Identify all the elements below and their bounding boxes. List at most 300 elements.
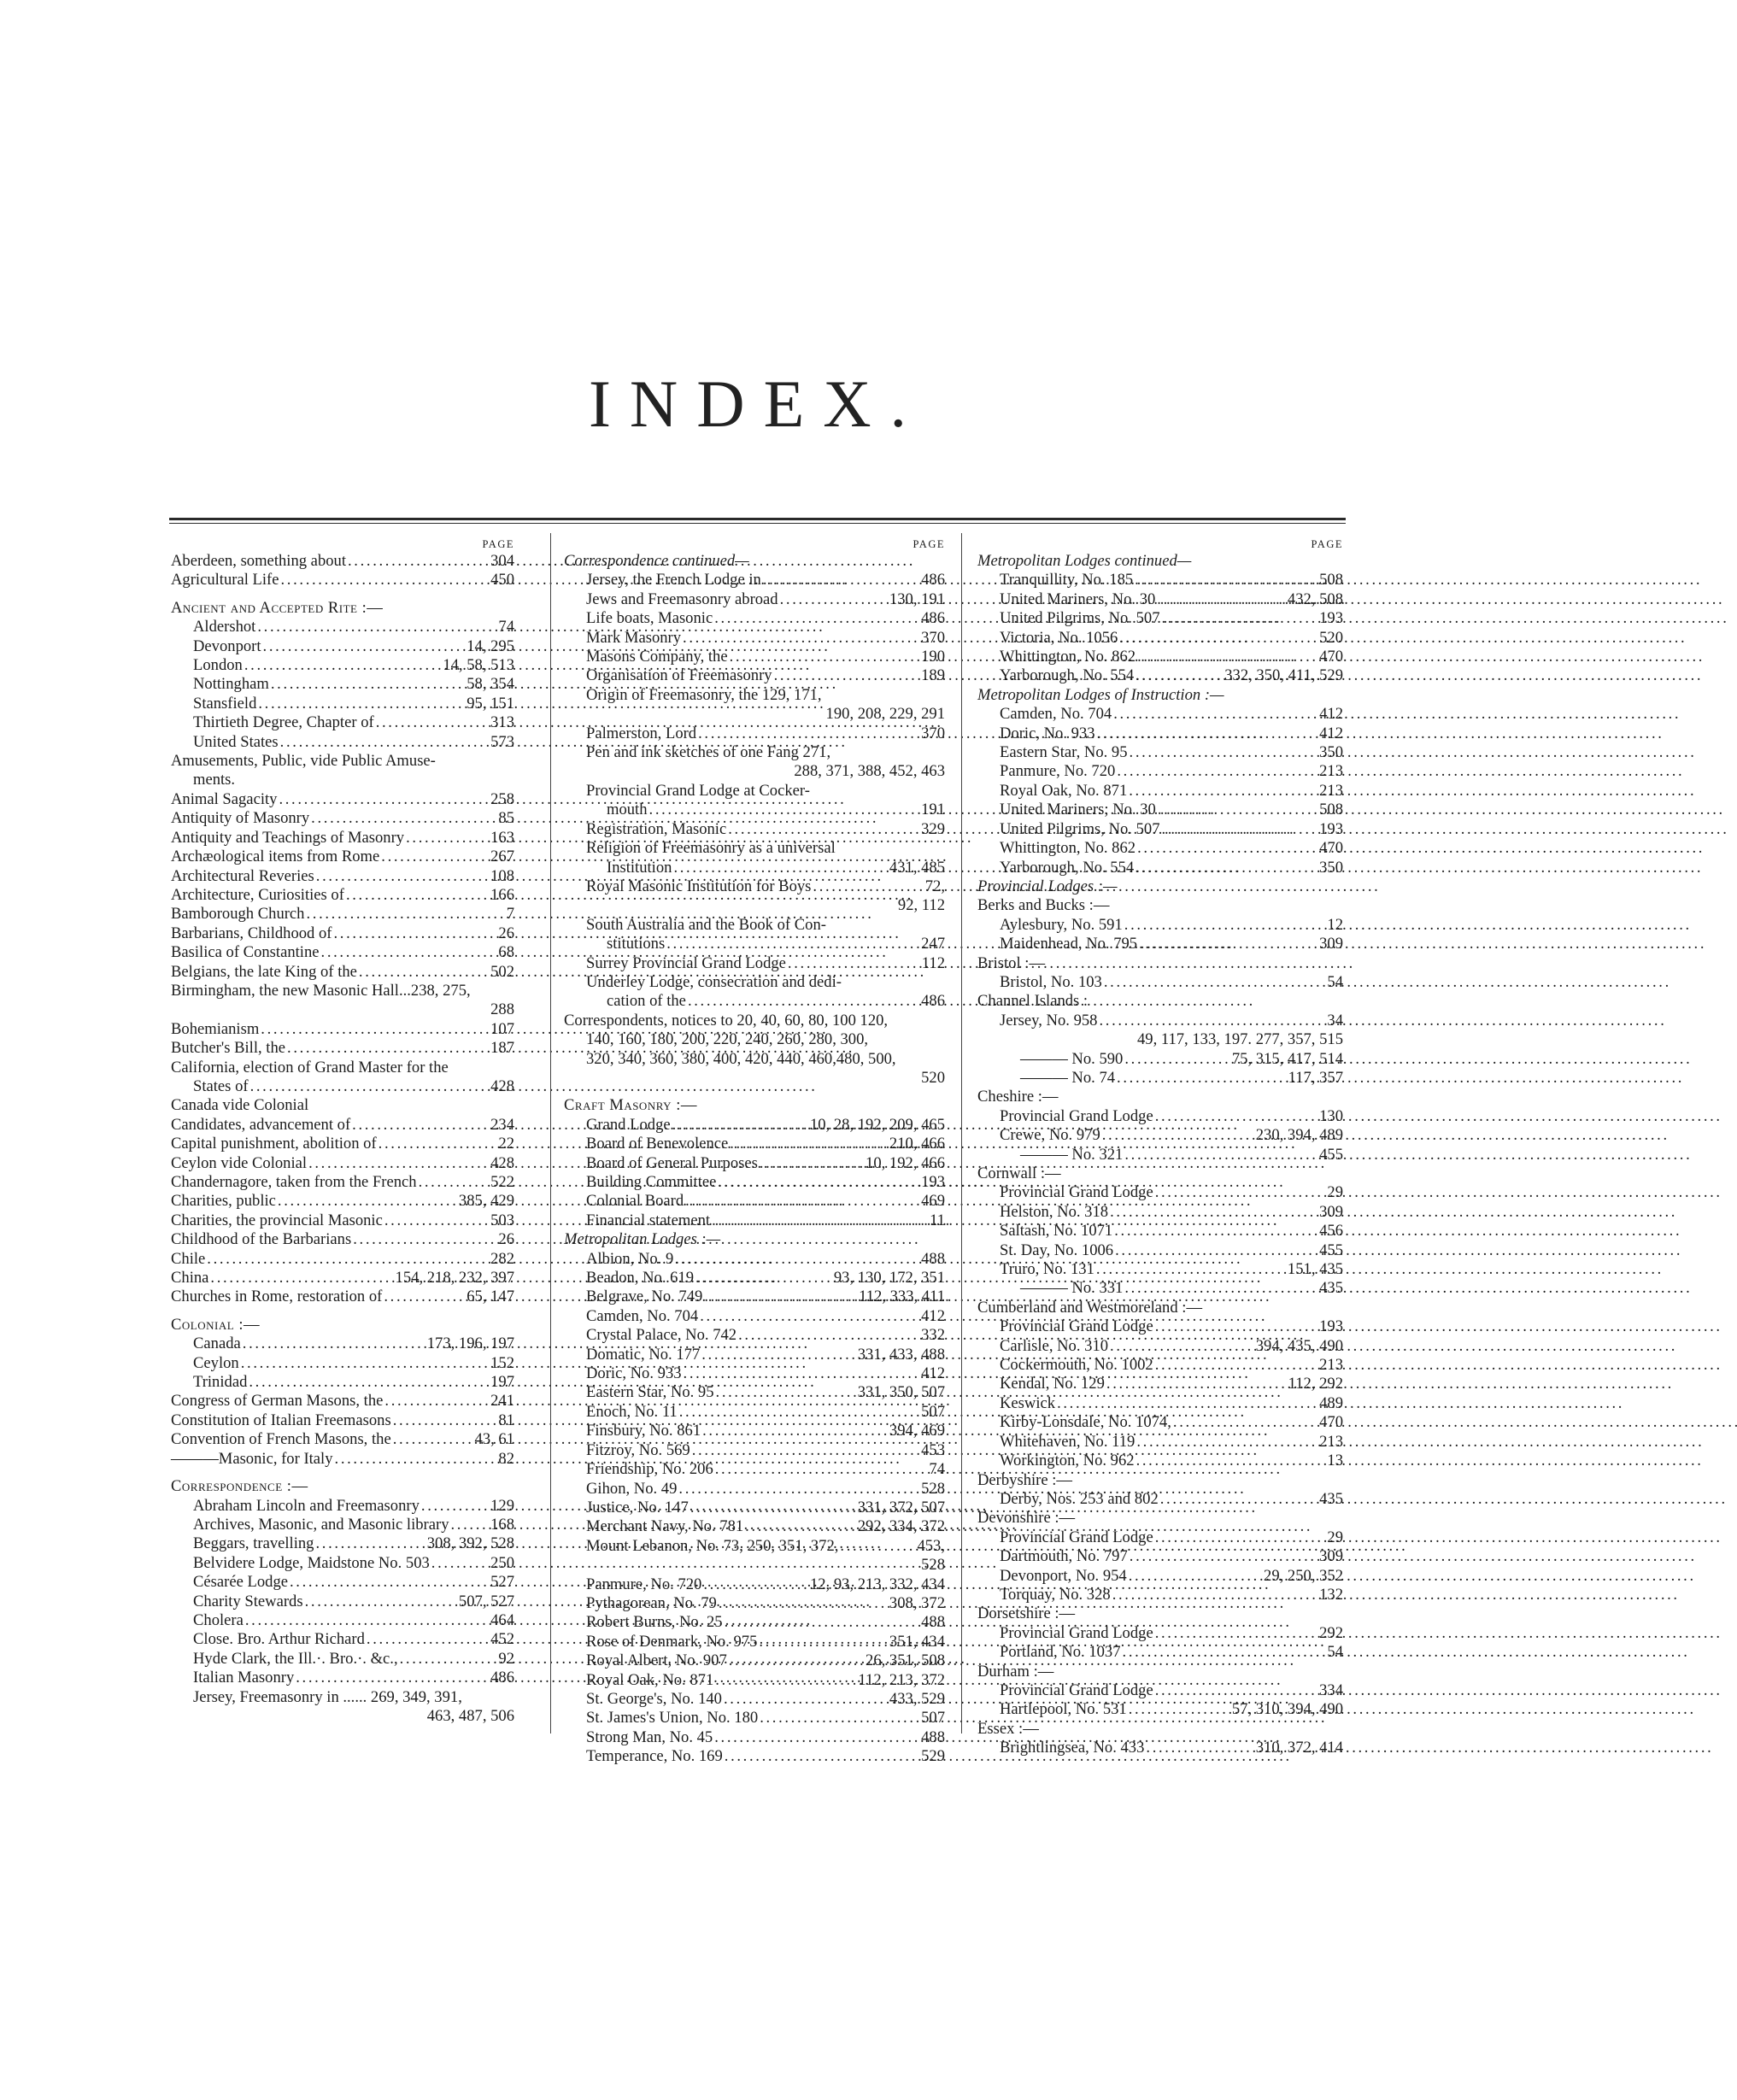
index-entry	[564, 724, 945, 743]
index-entry	[171, 618, 514, 636]
index-entry-title: Jersey, the French Lodge in	[586, 571, 761, 590]
dot-leader	[244, 656, 441, 675]
index-entry-title: Charity Stewards	[193, 1592, 303, 1610]
index-entry	[564, 1135, 945, 1153]
index-entry	[564, 935, 945, 953]
index-entry	[171, 1373, 514, 1392]
index-entry-pages: 29	[1327, 1528, 1343, 1546]
dot-leader	[684, 1364, 920, 1383]
index-entry-pages: 329	[921, 819, 945, 838]
index-entry	[977, 1681, 1343, 1700]
index-entry-title: ——— No. 331	[1020, 1279, 1124, 1298]
dot-leader	[400, 1650, 497, 1669]
index-entry-pages: 385, 429	[458, 1192, 514, 1211]
dot-leader	[305, 1593, 457, 1611]
index-entry	[564, 954, 945, 973]
index-entry	[171, 571, 514, 590]
index-entry-text: Cheshire :—	[977, 1088, 1059, 1106]
index-entry-text: 140, 160, 180, 200, 220, 240, 260, 280, 300,	[586, 1030, 869, 1049]
index-entry-title: Basilica of Constantine	[171, 943, 320, 962]
index-entry-title: Charities, the provincial Masonic	[171, 1211, 383, 1229]
index-entry-pages: 11	[930, 1211, 945, 1229]
index-entry-continuation: 49, 117, 133, 197. 277, 357, 515	[1136, 1030, 1343, 1049]
page-title: INDEX.	[588, 367, 926, 441]
index-entry	[564, 1690, 945, 1709]
index-entry-pages: 308, 372	[889, 1593, 945, 1612]
dot-leader	[421, 1497, 489, 1516]
dot-leader	[207, 1250, 489, 1269]
index-entry-pages: 464	[490, 1610, 514, 1629]
index-entry-pages: 230, 394, 489	[1255, 1126, 1343, 1145]
index-entry	[171, 637, 514, 656]
index-entry-title: Board of Benevolence	[586, 1135, 729, 1153]
index-entry	[171, 1650, 514, 1669]
dot-leader	[698, 724, 919, 743]
dot-leader	[384, 1288, 465, 1306]
dot-leader	[673, 859, 887, 877]
index-entry	[171, 1154, 514, 1173]
index-entry-title: Whitehaven, No. 119	[1000, 1432, 1136, 1451]
dot-leader	[379, 1135, 497, 1153]
index-entry	[977, 762, 1343, 781]
index-entry-title: Capital punishment, abolition of	[171, 1135, 377, 1153]
index-entry-title: Strong Man, No. 45	[586, 1728, 713, 1746]
index-entry-text: South Australia and the Book of Con-	[586, 915, 826, 934]
index-entry-title: Childhood of the Barbarians	[171, 1230, 352, 1249]
index-entry-pages: 57, 310, 394, 490	[1231, 1700, 1343, 1719]
index-entry	[977, 916, 1343, 935]
index-entry-pages: 453	[921, 1440, 945, 1459]
index-entry	[977, 1203, 1343, 1222]
index-section-heading: Colonial :—	[171, 1315, 261, 1334]
index-entry-pages: 197	[490, 1373, 514, 1392]
index-entry-continuation: 520	[921, 1068, 945, 1087]
index-column-2	[564, 533, 945, 1766]
index-entry-title: Victoria, No. 1056	[1000, 628, 1118, 647]
index-entry-pages: 470	[1319, 648, 1343, 666]
index-entry-pages: 309	[1319, 935, 1343, 953]
index-entry-pages: 522	[490, 1173, 514, 1191]
index-entry	[171, 713, 514, 732]
index-entry	[171, 1288, 514, 1306]
index-entry	[171, 1230, 514, 1249]
index-entry-text: Cumberland and Westmoreland :—	[977, 1298, 1203, 1317]
index-entry	[564, 1269, 945, 1288]
index-entry-pages: 189	[921, 666, 945, 685]
index-entry-pages: 173, 196, 197	[426, 1334, 514, 1353]
index-entry-title: United Mariners; No. 30	[1000, 801, 1156, 819]
index-entry-title: China	[171, 1269, 209, 1288]
index-entry	[171, 552, 514, 571]
index-entry-title: Albion, No. 9	[586, 1249, 674, 1268]
index-entry-title: Kendal, No. 129	[1000, 1375, 1105, 1393]
index-entry	[564, 571, 945, 590]
index-entry-pages: 507	[921, 1709, 945, 1728]
index-entry-pages: 152	[490, 1353, 514, 1372]
index-entry-pages: 234	[490, 1115, 514, 1134]
index-entry-text: Devonshire :—	[977, 1509, 1076, 1528]
index-entry	[977, 1375, 1343, 1393]
dot-leader	[788, 954, 920, 973]
index-entry-title: Enoch, No. 11	[586, 1402, 678, 1421]
index-entry	[171, 1450, 514, 1469]
index-entry	[977, 839, 1343, 858]
index-entry	[977, 1356, 1343, 1375]
index-entry-pages: 507	[921, 1402, 945, 1421]
index-entry-title: Provincial Grand Lodge	[1000, 1623, 1153, 1642]
index-entry-title: Antiquity and Teachings of Masonry	[171, 828, 405, 847]
index-entry	[977, 1183, 1343, 1202]
index-entry-title: Derby, Nos. 253 and 802	[1000, 1489, 1159, 1508]
index-entry-pages: 456	[1319, 1222, 1343, 1241]
index-entry-title: Constitution of Italian Freemasons	[171, 1411, 391, 1429]
index-entry-title: Close. Bro. Arthur Richard	[193, 1630, 365, 1649]
index-entry-title: Jersey, No. 958	[1000, 1011, 1098, 1029]
index-entry-title: Belgrave, No. 749	[586, 1288, 703, 1306]
index-entry-pages: 520	[1319, 628, 1343, 647]
index-entry-pages: 29	[1327, 1183, 1343, 1202]
index-entry	[564, 629, 945, 648]
index-entry	[977, 666, 1343, 685]
index-entry	[564, 1250, 945, 1269]
index-entry	[171, 1269, 514, 1288]
index-entry-pages: 130	[1319, 1106, 1343, 1125]
dot-leader	[1155, 1528, 1326, 1547]
index-entry	[977, 1586, 1343, 1604]
dot-leader	[431, 1554, 489, 1573]
index-entry-pages: 310, 372, 414	[1255, 1739, 1343, 1757]
index-entry	[564, 1613, 945, 1632]
index-entry	[564, 1346, 945, 1364]
dot-leader	[308, 1154, 489, 1173]
index-section-heading: Correspondence :—	[171, 1477, 308, 1496]
index-entry-pages: 151, 435	[1287, 1260, 1343, 1279]
index-entry-title: Bristol, No. 103	[1000, 972, 1102, 991]
index-entry-title: Belgians, the late King of the	[171, 962, 357, 981]
dot-leader	[1136, 1433, 1317, 1452]
index-entry-pages: 453,	[917, 1536, 945, 1555]
index-entry	[564, 1154, 945, 1173]
index-entry	[977, 705, 1343, 724]
index-entry-pages: 486	[921, 571, 945, 590]
index-entry-title: Yarborough, No. 554	[1000, 666, 1135, 685]
index-entry	[564, 1651, 945, 1670]
index-entry	[564, 1173, 945, 1192]
index-entry-pages: 309	[1319, 1202, 1343, 1221]
index-entry-pages: 112, 292	[1288, 1375, 1343, 1393]
dot-leader	[352, 1116, 489, 1135]
dot-leader	[1158, 801, 1317, 819]
index-entry-text: Origin of Freemasonry, the 129, 171,	[586, 685, 822, 704]
dot-leader	[1155, 1183, 1326, 1202]
index-entry-pages: 191	[921, 801, 945, 819]
index-entry-title: Architectural Reveries	[171, 866, 314, 885]
index-entry-title: Crystal Palace, No. 742	[586, 1326, 737, 1345]
header-rule-thin	[169, 523, 1346, 524]
index-entry-text: Essex :—	[977, 1719, 1039, 1738]
index-entry-pages: 13	[1327, 1452, 1343, 1470]
index-entry	[171, 733, 514, 752]
index-entry-title: Pythagorean, No. 79	[586, 1593, 717, 1612]
index-entry-continuation: 92, 112	[897, 896, 945, 915]
index-entry-pages: 92	[498, 1649, 514, 1668]
dot-leader	[1155, 1317, 1317, 1336]
index-entry	[977, 1624, 1343, 1643]
index-entry	[171, 656, 514, 675]
spacer	[171, 1307, 514, 1316]
dot-leader	[367, 1630, 489, 1649]
index-entry-text: ments.	[193, 771, 236, 789]
index-entry-pages: 68	[498, 943, 514, 962]
index-entry-title: Jews and Freemasonry abroad	[586, 590, 778, 608]
index-entry-pages: 107	[490, 1019, 514, 1038]
index-entry	[977, 1643, 1343, 1662]
index-entry-title: United Pilgrims, No. 507	[1000, 819, 1160, 838]
index-entry-pages: 193	[1319, 1317, 1343, 1336]
index-entry	[977, 1241, 1343, 1260]
index-entry	[977, 1394, 1343, 1413]
dot-leader	[679, 1403, 919, 1422]
index-entry-pages: 331, 350, 507	[857, 1383, 945, 1402]
index-entry-pages: 7	[506, 905, 514, 924]
dot-leader	[287, 1039, 489, 1058]
index-entry-pages: 22	[498, 1135, 514, 1153]
index-entry-text: Bristol :—	[977, 953, 1046, 972]
dot-leader	[241, 1354, 489, 1373]
index-entry-pages: 412	[921, 1306, 945, 1325]
index-entry-pages: 292	[1319, 1623, 1343, 1642]
index-entry-pages: 412	[1319, 705, 1343, 724]
dot-leader	[715, 1671, 856, 1690]
dot-leader	[728, 820, 919, 839]
index-entry-text: California, election of Grand Master for the	[171, 1058, 449, 1076]
index-entry-title: St. George's, No. 140	[586, 1689, 722, 1708]
index-entry-title: Surrey Provincial Grand Lodge	[586, 953, 786, 972]
index-entry-pages: 394, 435, 490	[1255, 1336, 1343, 1355]
dot-leader	[271, 675, 465, 694]
dot-leader	[813, 877, 923, 896]
index-entry-text: Religion of Freemasonry as a universal	[586, 839, 836, 858]
dot-leader	[1137, 839, 1317, 858]
index-entry	[171, 829, 514, 848]
index-entry-title: Provincial Grand Lodge	[1000, 1528, 1153, 1546]
index-entry	[171, 1430, 514, 1449]
index-entry-pages: 10, 192, 466	[866, 1153, 945, 1172]
index-entry	[564, 590, 945, 609]
index-entry-title: Canada	[193, 1334, 241, 1353]
index-entry-pages: 394, 469	[889, 1422, 945, 1440]
index-entry-text: Durham :—	[977, 1662, 1054, 1681]
index-entry-text: Berks and Bucks :—	[977, 896, 1110, 915]
dot-leader	[1104, 973, 1326, 992]
index-entry-title: United Mariners, No. 30	[1000, 590, 1156, 608]
dot-leader	[725, 1747, 919, 1766]
index-entry	[171, 1669, 514, 1687]
index-entry-pages: 14, 295	[467, 636, 514, 655]
index-entry-title: Aldershot	[193, 618, 256, 636]
index-entry-pages: 528	[921, 1479, 945, 1498]
index-entry-title: ———Masonic, for Italy	[171, 1449, 333, 1468]
index-entry	[977, 1050, 1343, 1069]
dot-leader	[1136, 666, 1223, 685]
index-entry-pages: 304	[490, 552, 514, 570]
dot-leader	[1162, 820, 1318, 839]
spacer	[171, 590, 514, 599]
dot-leader	[316, 867, 489, 886]
index-entry-pages: 508	[1319, 571, 1343, 590]
dot-leader	[1114, 1222, 1317, 1241]
index-entry-title: Mark Masonry	[586, 628, 682, 647]
index-entry-pages: 108	[490, 866, 514, 885]
index-entry	[564, 1537, 945, 1556]
index-entry	[564, 1116, 945, 1135]
dot-leader	[695, 1269, 832, 1288]
index-section-heading: Metropolitan Lodges of Instruction :—	[977, 685, 1224, 704]
index-entry	[171, 848, 514, 866]
dot-leader	[306, 905, 504, 924]
index-entry-title: Congress of German Masons, the	[171, 1392, 384, 1411]
index-entry	[171, 1192, 514, 1211]
index-entry	[171, 1497, 514, 1516]
index-entry-title: Animal Sagacity	[171, 789, 278, 808]
index-entry-pages: 65, 147	[467, 1288, 514, 1306]
dot-leader	[678, 1480, 919, 1499]
index-entry	[977, 935, 1343, 953]
index-entry-pages: 502	[490, 962, 514, 981]
dot-leader	[745, 1517, 856, 1536]
index-entry-title: Stansfield	[193, 694, 257, 713]
index-entry-pages: 72,	[924, 877, 945, 895]
index-entry-title: Ceylon	[193, 1353, 239, 1372]
index-entry-pages: 250	[490, 1553, 514, 1572]
index-entry	[564, 1480, 945, 1499]
index-entry-pages: 282	[490, 1249, 514, 1268]
dot-leader	[730, 1135, 888, 1153]
index-entry-title: Crewe, No. 979	[1000, 1126, 1100, 1145]
dot-leader	[406, 829, 489, 848]
index-entry	[171, 1250, 514, 1269]
index-entry	[564, 1517, 945, 1536]
dot-leader	[1119, 629, 1317, 648]
index-entry	[977, 1567, 1343, 1586]
dot-leader	[393, 1411, 497, 1430]
index-entry	[564, 877, 945, 896]
index-entry-title: Provincial Grand Lodge	[1000, 1106, 1153, 1125]
dot-leader	[1112, 1586, 1317, 1604]
index-entry-pages: 527	[490, 1573, 514, 1592]
index-entry-pages: 213	[1319, 1356, 1343, 1375]
index-entry	[977, 1452, 1343, 1470]
index-entry-title: Dartmouth, No. 797	[1000, 1547, 1128, 1566]
dot-leader	[672, 1116, 808, 1135]
index-entry-title: Board of General Purposes	[586, 1153, 758, 1172]
index-entry-title: ——— No. 321	[1020, 1145, 1124, 1164]
index-entry-pages: 112, 333, 411	[859, 1288, 945, 1306]
index-entry-pages: 213	[1319, 1432, 1343, 1451]
index-entry-pages: 573	[490, 732, 514, 751]
index-entry	[171, 1611, 514, 1630]
index-entry-pages: 267	[490, 848, 514, 866]
page-column-heading: PAGE	[1311, 538, 1343, 550]
index-entry-pages: 213	[1319, 781, 1343, 800]
index-entry-pages: 12, 93, 213, 332, 434	[809, 1575, 945, 1593]
index-entry	[564, 1364, 945, 1383]
index-entry-text: Provincial Grand Lodge at Cocker-	[586, 781, 810, 800]
index-entry-pages: 412	[1319, 724, 1343, 742]
index-entry-title: Domatic, No. 177	[586, 1345, 701, 1364]
index-entry-title: St. Day, No. 1006	[1000, 1241, 1114, 1259]
index-entry-title: Doric, No. 933	[586, 1364, 682, 1383]
index-entry-title: Bamborough Church	[171, 905, 305, 924]
dot-leader	[381, 848, 489, 866]
index-entry-title: United Pilgrims, No. 507	[1000, 609, 1160, 628]
index-entry	[564, 1441, 945, 1460]
dot-leader	[716, 1383, 856, 1402]
dot-leader	[393, 1430, 473, 1449]
index-entry	[171, 1630, 514, 1649]
index-entry	[564, 801, 945, 819]
dot-leader	[451, 1516, 490, 1534]
index-entry-title: Panmure, No. 720	[1000, 762, 1116, 781]
index-entry	[564, 1422, 945, 1440]
index-entry-title: Royal Albert, No. 907	[586, 1651, 727, 1670]
index-entry-pages: 489	[1319, 1393, 1343, 1412]
index-entry-pages: 350	[1319, 743, 1343, 762]
dot-leader	[1106, 1375, 1287, 1393]
dot-leader	[715, 1460, 928, 1479]
index-entry-text: Jersey, Freemasonry in ...... 269, 349, 391,	[193, 1687, 462, 1706]
dot-leader	[1155, 1356, 1317, 1375]
index-entry-pages: 428	[490, 1076, 514, 1095]
dot-leader	[243, 1334, 425, 1353]
index-entry-title: Bohemianism	[171, 1019, 260, 1038]
index-entry	[977, 648, 1343, 666]
index-entry-pages: 529	[921, 1747, 945, 1766]
index-entry-pages: 75, 315, 417, 514	[1231, 1049, 1343, 1068]
dot-leader	[1057, 1394, 1317, 1413]
index-entry-title: Brightlingsea, No. 433	[1000, 1739, 1145, 1757]
index-entry	[977, 1279, 1343, 1298]
index-entry-pages: 334	[1319, 1681, 1343, 1699]
index-entry-pages: 313	[490, 713, 514, 732]
index-entry-title: Césarée Lodge	[193, 1573, 288, 1592]
dot-leader	[353, 1230, 496, 1249]
index-entry-pages: 82	[498, 1449, 514, 1468]
dot-leader	[760, 1154, 864, 1173]
index-entry	[171, 1593, 514, 1611]
dot-leader	[1115, 1241, 1317, 1260]
index-entry-title: ——— No. 590	[1020, 1049, 1124, 1068]
index-entry-title: Devonport, No. 954	[1000, 1566, 1127, 1585]
index-section-heading: Ancient and Accepted Rite :—	[171, 598, 384, 617]
dot-leader	[1129, 1700, 1230, 1719]
dot-leader	[1117, 1069, 1287, 1088]
dot-leader	[1155, 1624, 1317, 1643]
index-entry-pages: 26, 351, 508	[866, 1651, 945, 1670]
index-entry-title: Tranquillity, No. 185	[1000, 571, 1134, 590]
index-entry	[977, 571, 1343, 590]
index-entry	[564, 1728, 945, 1747]
index-entry-title: Butcher's Bill, the	[171, 1039, 286, 1058]
dot-leader	[321, 943, 497, 962]
dot-leader	[1173, 1413, 1317, 1432]
index-entry-pages: 29, 250, 352	[1264, 1566, 1343, 1585]
index-entry-pages: 129	[490, 1496, 514, 1515]
dot-leader	[359, 963, 489, 982]
index-entry-text: Pen and ink sketches of one Fang 271,	[586, 743, 831, 762]
dot-leader	[1135, 571, 1317, 590]
dot-leader	[1117, 762, 1317, 781]
